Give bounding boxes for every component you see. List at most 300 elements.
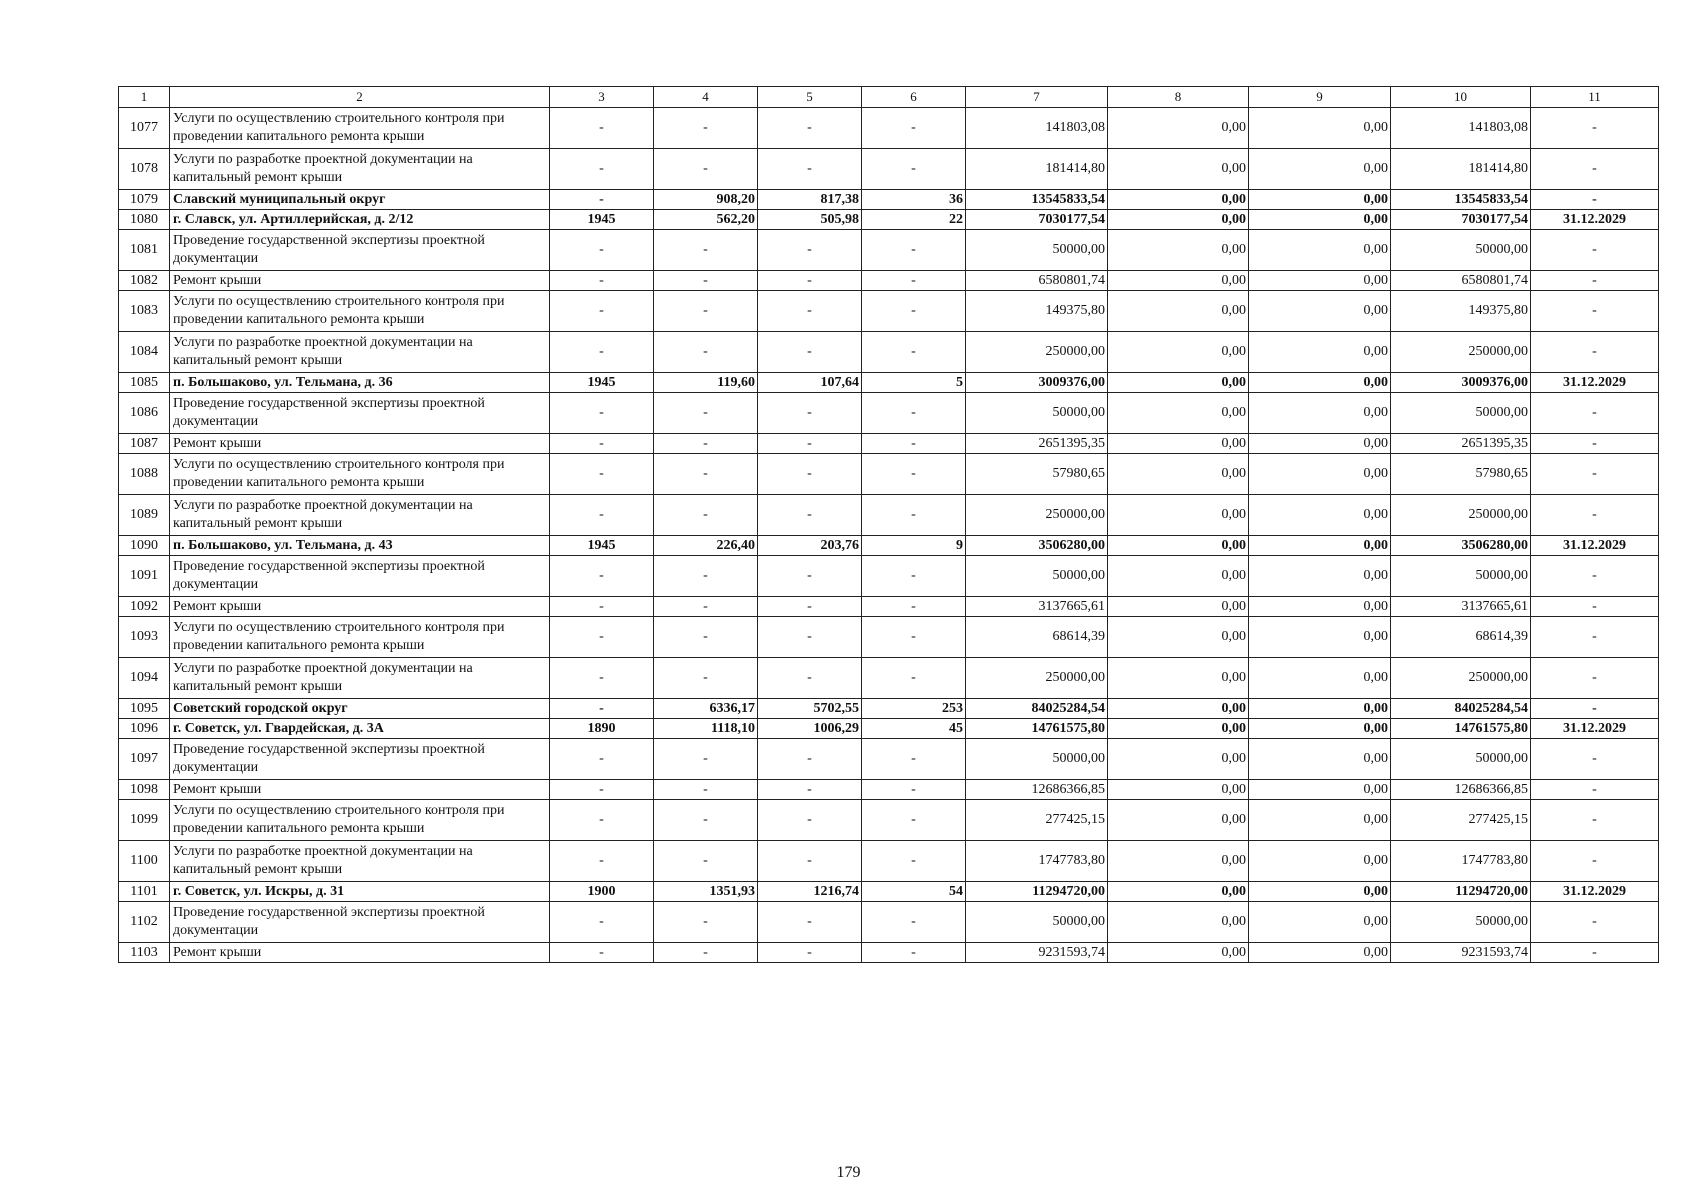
area-living-cell: - — [758, 800, 862, 841]
area-total-cell: - — [654, 434, 758, 454]
row-number-cell: 1094 — [119, 658, 170, 699]
column-header: 5 — [758, 87, 862, 108]
area-living-cell: 1216,74 — [758, 882, 862, 902]
residents-count-cell: 253 — [862, 699, 966, 719]
residents-count-cell: - — [862, 230, 966, 271]
area-total-cell: - — [654, 332, 758, 373]
row-number-cell: 1087 — [119, 434, 170, 454]
cost-budget-cell: 0,00 — [1249, 841, 1391, 882]
completion-date-cell: 31.12.2029 — [1531, 373, 1659, 393]
cost-fund-cell: 0,00 — [1108, 434, 1249, 454]
table-row — [119, 658, 1659, 699]
item-name-cell: Услуги по разработке проектной документации на капитальный ремонт крыши — [170, 841, 550, 882]
cost-fund-cell: 0,00 — [1108, 108, 1249, 149]
item-name-cell: Ремонт крыши — [170, 780, 550, 800]
cost-fund-cell: 0,00 — [1108, 454, 1249, 495]
area-total-cell: - — [654, 556, 758, 597]
year-built-cell: - — [550, 271, 654, 291]
cost-owners-cell: 50000,00 — [1391, 230, 1531, 271]
row-number-cell: 1089 — [119, 495, 170, 536]
cost-total-cell: 9231593,74 — [966, 943, 1108, 963]
item-name-cell: Услуги по разработке проектной документации на капитальный ремонт крыши — [170, 332, 550, 373]
completion-date-cell: - — [1531, 902, 1659, 943]
residents-count-cell: - — [862, 291, 966, 332]
completion-date-cell: - — [1531, 108, 1659, 149]
cost-owners-cell: 7030177,54 — [1391, 210, 1531, 230]
table-row — [119, 556, 1659, 597]
column-header: 8 — [1108, 87, 1249, 108]
table-row — [119, 800, 1659, 841]
year-built-cell: - — [550, 190, 654, 210]
year-built-cell: - — [550, 597, 654, 617]
table-row — [119, 495, 1659, 536]
column-header: 9 — [1249, 87, 1391, 108]
residents-count-cell: 45 — [862, 719, 966, 739]
area-total-cell: - — [654, 617, 758, 658]
cost-fund-cell: 0,00 — [1108, 332, 1249, 373]
cost-owners-cell: 57980,65 — [1391, 454, 1531, 495]
cost-budget-cell: 0,00 — [1249, 190, 1391, 210]
cost-fund-cell: 0,00 — [1108, 882, 1249, 902]
area-living-cell: - — [758, 454, 862, 495]
cost-owners-cell: 9231593,74 — [1391, 943, 1531, 963]
area-total-cell: - — [654, 291, 758, 332]
cost-total-cell: 50000,00 — [966, 902, 1108, 943]
area-total-cell: - — [654, 739, 758, 780]
item-name-cell: Советский городской округ — [170, 699, 550, 719]
table-row — [119, 617, 1659, 658]
area-total-cell: - — [654, 454, 758, 495]
cost-owners-cell: 84025284,54 — [1391, 699, 1531, 719]
column-header: 6 — [862, 87, 966, 108]
item-name-cell: Проведение государственной экспертизы проектной документации — [170, 230, 550, 271]
area-living-cell: 5702,55 — [758, 699, 862, 719]
completion-date-cell: - — [1531, 780, 1659, 800]
row-number-cell: 1100 — [119, 841, 170, 882]
area-total-cell: 562,20 — [654, 210, 758, 230]
area-total-cell: 1351,93 — [654, 882, 758, 902]
area-living-cell: - — [758, 556, 862, 597]
item-name-cell: Услуги по разработке проектной документации на капитальный ремонт крыши — [170, 149, 550, 190]
area-living-cell: - — [758, 841, 862, 882]
area-total-cell: - — [654, 841, 758, 882]
cost-total-cell: 149375,80 — [966, 291, 1108, 332]
cost-budget-cell: 0,00 — [1249, 902, 1391, 943]
cost-fund-cell: 0,00 — [1108, 699, 1249, 719]
cost-budget-cell: 0,00 — [1249, 434, 1391, 454]
area-total-cell: - — [654, 393, 758, 434]
row-number-cell: 1101 — [119, 882, 170, 902]
cost-total-cell: 250000,00 — [966, 658, 1108, 699]
residents-count-cell: - — [862, 739, 966, 780]
year-built-cell: - — [550, 739, 654, 780]
residents-count-cell: 54 — [862, 882, 966, 902]
residents-count-cell: - — [862, 800, 966, 841]
cost-owners-cell: 11294720,00 — [1391, 882, 1531, 902]
row-number-cell: 1103 — [119, 943, 170, 963]
cost-budget-cell: 0,00 — [1249, 780, 1391, 800]
cost-total-cell: 6580801,74 — [966, 271, 1108, 291]
completion-date-cell: - — [1531, 658, 1659, 699]
year-built-cell: 1900 — [550, 882, 654, 902]
cost-owners-cell: 68614,39 — [1391, 617, 1531, 658]
area-living-cell: - — [758, 332, 862, 373]
item-name-cell: Ремонт крыши — [170, 597, 550, 617]
year-built-cell: - — [550, 230, 654, 271]
area-living-cell: 107,64 — [758, 373, 862, 393]
year-built-cell: 1890 — [550, 719, 654, 739]
cost-total-cell: 3137665,61 — [966, 597, 1108, 617]
cost-budget-cell: 0,00 — [1249, 454, 1391, 495]
year-built-cell: - — [550, 332, 654, 373]
area-living-cell: 817,38 — [758, 190, 862, 210]
item-name-cell: Услуги по осуществлению строительного контроля при проведении капитального ремонта крыши — [170, 617, 550, 658]
cost-fund-cell: 0,00 — [1108, 658, 1249, 699]
area-living-cell: - — [758, 230, 862, 271]
table-row — [119, 943, 1659, 963]
item-name-cell: п. Большаково, ул. Тельмана, д. 43 — [170, 536, 550, 556]
completion-date-cell: - — [1531, 739, 1659, 780]
completion-date-cell: - — [1531, 332, 1659, 373]
cost-total-cell: 14761575,80 — [966, 719, 1108, 739]
residents-count-cell: - — [862, 434, 966, 454]
area-total-cell: - — [654, 230, 758, 271]
completion-date-cell: - — [1531, 230, 1659, 271]
year-built-cell: - — [550, 617, 654, 658]
row-number-cell: 1092 — [119, 597, 170, 617]
cost-fund-cell: 0,00 — [1108, 800, 1249, 841]
residents-count-cell: - — [862, 556, 966, 597]
column-header: 10 — [1391, 87, 1531, 108]
completion-date-cell: - — [1531, 556, 1659, 597]
cost-fund-cell: 0,00 — [1108, 271, 1249, 291]
row-number-cell: 1099 — [119, 800, 170, 841]
row-number-cell: 1088 — [119, 454, 170, 495]
table-row — [119, 841, 1659, 882]
cost-total-cell: 84025284,54 — [966, 699, 1108, 719]
area-living-cell: - — [758, 597, 862, 617]
completion-date-cell: - — [1531, 943, 1659, 963]
table-row — [119, 332, 1659, 373]
completion-date-cell: - — [1531, 190, 1659, 210]
item-name-cell: Ремонт крыши — [170, 271, 550, 291]
cost-fund-cell: 0,00 — [1108, 597, 1249, 617]
cost-owners-cell: 250000,00 — [1391, 332, 1531, 373]
column-header: 7 — [966, 87, 1108, 108]
cost-total-cell: 277425,15 — [966, 800, 1108, 841]
table-row — [119, 271, 1659, 291]
area-living-cell: - — [758, 739, 862, 780]
item-name-cell: Ремонт крыши — [170, 943, 550, 963]
cost-owners-cell: 3009376,00 — [1391, 373, 1531, 393]
completion-date-cell: 31.12.2029 — [1531, 536, 1659, 556]
cost-total-cell: 57980,65 — [966, 454, 1108, 495]
year-built-cell: - — [550, 434, 654, 454]
row-number-cell: 1090 — [119, 536, 170, 556]
row-number-cell: 1077 — [119, 108, 170, 149]
cost-total-cell: 12686366,85 — [966, 780, 1108, 800]
table-row — [119, 434, 1659, 454]
area-total-cell: - — [654, 108, 758, 149]
area-living-cell: - — [758, 271, 862, 291]
residents-count-cell: - — [862, 902, 966, 943]
residents-count-cell: - — [862, 454, 966, 495]
year-built-cell: - — [550, 943, 654, 963]
table-row — [119, 108, 1659, 149]
cost-budget-cell: 0,00 — [1249, 882, 1391, 902]
cost-fund-cell: 0,00 — [1108, 943, 1249, 963]
row-number-cell: 1091 — [119, 556, 170, 597]
table-row — [119, 536, 1659, 556]
row-number-cell: 1085 — [119, 373, 170, 393]
area-living-cell: - — [758, 495, 862, 536]
completion-date-cell: 31.12.2029 — [1531, 882, 1659, 902]
cost-owners-cell: 149375,80 — [1391, 291, 1531, 332]
row-number-cell: 1096 — [119, 719, 170, 739]
cost-budget-cell: 0,00 — [1249, 800, 1391, 841]
area-living-cell: 1006,29 — [758, 719, 862, 739]
item-name-cell: Проведение государственной экспертизы проектной документации — [170, 393, 550, 434]
cost-total-cell: 2651395,35 — [966, 434, 1108, 454]
row-number-cell: 1102 — [119, 902, 170, 943]
residents-count-cell: - — [862, 393, 966, 434]
item-name-cell: Услуги по разработке проектной документации на капитальный ремонт крыши — [170, 495, 550, 536]
row-number-cell: 1079 — [119, 190, 170, 210]
row-number-cell: 1083 — [119, 291, 170, 332]
cost-total-cell: 50000,00 — [966, 739, 1108, 780]
residents-count-cell: 22 — [862, 210, 966, 230]
data-table-container — [118, 86, 1658, 963]
area-living-cell: 505,98 — [758, 210, 862, 230]
residents-count-cell: 9 — [862, 536, 966, 556]
table-body — [119, 87, 1659, 963]
table-row — [119, 719, 1659, 739]
cost-owners-cell: 13545833,54 — [1391, 190, 1531, 210]
year-built-cell: - — [550, 495, 654, 536]
year-built-cell: - — [550, 149, 654, 190]
residents-count-cell: - — [862, 597, 966, 617]
cost-owners-cell: 50000,00 — [1391, 393, 1531, 434]
cost-budget-cell: 0,00 — [1249, 108, 1391, 149]
residents-count-cell: - — [862, 332, 966, 373]
table-row — [119, 902, 1659, 943]
table-row — [119, 291, 1659, 332]
cost-budget-cell: 0,00 — [1249, 332, 1391, 373]
completion-date-cell: - — [1531, 800, 1659, 841]
cost-budget-cell: 0,00 — [1249, 739, 1391, 780]
area-living-cell: - — [758, 902, 862, 943]
completion-date-cell: - — [1531, 617, 1659, 658]
column-header: 1 — [119, 87, 170, 108]
residents-count-cell: - — [862, 658, 966, 699]
area-living-cell: - — [758, 617, 862, 658]
cost-fund-cell: 0,00 — [1108, 617, 1249, 658]
cost-budget-cell: 0,00 — [1249, 943, 1391, 963]
cost-fund-cell: 0,00 — [1108, 190, 1249, 210]
year-built-cell: - — [550, 556, 654, 597]
residents-count-cell: 36 — [862, 190, 966, 210]
cost-budget-cell: 0,00 — [1249, 495, 1391, 536]
table-row — [119, 210, 1659, 230]
row-number-cell: 1082 — [119, 271, 170, 291]
table-row — [119, 597, 1659, 617]
cost-total-cell: 50000,00 — [966, 556, 1108, 597]
column-header: 2 — [170, 87, 550, 108]
cost-owners-cell: 50000,00 — [1391, 739, 1531, 780]
cost-owners-cell: 12686366,85 — [1391, 780, 1531, 800]
residents-count-cell: - — [862, 841, 966, 882]
area-living-cell: - — [758, 658, 862, 699]
area-living-cell: - — [758, 434, 862, 454]
item-name-cell: Услуги по осуществлению строительного контроля при проведении капитального ремонта крыши — [170, 108, 550, 149]
year-built-cell: 1945 — [550, 210, 654, 230]
cost-fund-cell: 0,00 — [1108, 780, 1249, 800]
table-row — [119, 373, 1659, 393]
completion-date-cell: - — [1531, 495, 1659, 536]
row-number-cell: 1093 — [119, 617, 170, 658]
item-name-cell: п. Большаково, ул. Тельмана, д. 36 — [170, 373, 550, 393]
data-table — [118, 86, 1659, 963]
item-name-cell: Ремонт крыши — [170, 434, 550, 454]
year-built-cell: - — [550, 108, 654, 149]
residents-count-cell: 5 — [862, 373, 966, 393]
residents-count-cell: - — [862, 943, 966, 963]
area-living-cell: 203,76 — [758, 536, 862, 556]
column-header: 3 — [550, 87, 654, 108]
item-name-cell: г. Советск, ул. Искры, д. 31 — [170, 882, 550, 902]
year-built-cell: 1945 — [550, 373, 654, 393]
area-total-cell: - — [654, 495, 758, 536]
cost-owners-cell: 3137665,61 — [1391, 597, 1531, 617]
cost-total-cell: 250000,00 — [966, 495, 1108, 536]
row-number-cell: 1098 — [119, 780, 170, 800]
completion-date-cell: 31.12.2029 — [1531, 719, 1659, 739]
cost-owners-cell: 50000,00 — [1391, 902, 1531, 943]
area-total-cell: 119,60 — [654, 373, 758, 393]
completion-date-cell: - — [1531, 454, 1659, 495]
cost-total-cell: 50000,00 — [966, 230, 1108, 271]
row-number-cell: 1084 — [119, 332, 170, 373]
cost-owners-cell: 277425,15 — [1391, 800, 1531, 841]
cost-budget-cell: 0,00 — [1249, 658, 1391, 699]
area-total-cell: 6336,17 — [654, 699, 758, 719]
year-built-cell: - — [550, 658, 654, 699]
cost-owners-cell: 2651395,35 — [1391, 434, 1531, 454]
residents-count-cell: - — [862, 149, 966, 190]
cost-fund-cell: 0,00 — [1108, 149, 1249, 190]
row-number-cell: 1081 — [119, 230, 170, 271]
area-living-cell: - — [758, 393, 862, 434]
cost-budget-cell: 0,00 — [1249, 617, 1391, 658]
completion-date-cell: - — [1531, 291, 1659, 332]
cost-owners-cell: 3506280,00 — [1391, 536, 1531, 556]
cost-fund-cell: 0,00 — [1108, 556, 1249, 597]
cost-owners-cell: 6580801,74 — [1391, 271, 1531, 291]
cost-total-cell: 141803,08 — [966, 108, 1108, 149]
area-living-cell: - — [758, 943, 862, 963]
cost-fund-cell: 0,00 — [1108, 393, 1249, 434]
column-number-header-row — [119, 87, 1659, 108]
cost-fund-cell: 0,00 — [1108, 536, 1249, 556]
area-total-cell: 1118,10 — [654, 719, 758, 739]
item-name-cell: Услуги по осуществлению строительного контроля при проведении капитального ремонта крыши — [170, 291, 550, 332]
cost-budget-cell: 0,00 — [1249, 271, 1391, 291]
table-row — [119, 780, 1659, 800]
area-living-cell: - — [758, 291, 862, 332]
row-number-cell: 1080 — [119, 210, 170, 230]
cost-fund-cell: 0,00 — [1108, 291, 1249, 332]
cost-budget-cell: 0,00 — [1249, 230, 1391, 271]
item-name-cell: Услуги по осуществлению строительного контроля при проведении капитального ремонта крыши — [170, 800, 550, 841]
cost-total-cell: 3009376,00 — [966, 373, 1108, 393]
year-built-cell: - — [550, 902, 654, 943]
cost-budget-cell: 0,00 — [1249, 536, 1391, 556]
item-name-cell: Славский муниципальный округ — [170, 190, 550, 210]
area-living-cell: - — [758, 108, 862, 149]
residents-count-cell: - — [862, 495, 966, 536]
cost-fund-cell: 0,00 — [1108, 373, 1249, 393]
table-row — [119, 882, 1659, 902]
year-built-cell: - — [550, 780, 654, 800]
area-total-cell: - — [654, 902, 758, 943]
cost-total-cell: 50000,00 — [966, 393, 1108, 434]
year-built-cell: - — [550, 800, 654, 841]
area-total-cell: - — [654, 149, 758, 190]
cost-budget-cell: 0,00 — [1249, 699, 1391, 719]
cost-owners-cell: 1747783,80 — [1391, 841, 1531, 882]
completion-date-cell: - — [1531, 393, 1659, 434]
area-total-cell: - — [654, 943, 758, 963]
cost-total-cell: 181414,80 — [966, 149, 1108, 190]
item-name-cell: Проведение государственной экспертизы проектной документации — [170, 902, 550, 943]
table-row — [119, 149, 1659, 190]
cost-budget-cell: 0,00 — [1249, 149, 1391, 190]
cost-owners-cell: 181414,80 — [1391, 149, 1531, 190]
item-name-cell: г. Советск, ул. Гвардейская, д. 3А — [170, 719, 550, 739]
table-row — [119, 393, 1659, 434]
item-name-cell: г. Славск, ул. Артиллерийская, д. 2/12 — [170, 210, 550, 230]
completion-date-cell: 31.12.2029 — [1531, 210, 1659, 230]
residents-count-cell: - — [862, 271, 966, 291]
row-number-cell: 1086 — [119, 393, 170, 434]
cost-budget-cell: 0,00 — [1249, 556, 1391, 597]
area-total-cell: 226,40 — [654, 536, 758, 556]
item-name-cell: Проведение государственной экспертизы проектной документации — [170, 556, 550, 597]
cost-owners-cell: 50000,00 — [1391, 556, 1531, 597]
table-row — [119, 230, 1659, 271]
page-number: 179 — [836, 1164, 861, 1181]
cost-fund-cell: 0,00 — [1108, 902, 1249, 943]
cost-budget-cell: 0,00 — [1249, 597, 1391, 617]
area-total-cell: - — [654, 780, 758, 800]
completion-date-cell: - — [1531, 271, 1659, 291]
row-number-cell: 1095 — [119, 699, 170, 719]
cost-fund-cell: 0,00 — [1108, 719, 1249, 739]
residents-count-cell: - — [862, 780, 966, 800]
cost-total-cell: 13545833,54 — [966, 190, 1108, 210]
residents-count-cell: - — [862, 108, 966, 149]
area-total-cell: - — [654, 597, 758, 617]
row-number-cell: 1097 — [119, 739, 170, 780]
item-name-cell: Услуги по разработке проектной документации на капитальный ремонт крыши — [170, 658, 550, 699]
cost-budget-cell: 0,00 — [1249, 373, 1391, 393]
completion-date-cell: - — [1531, 149, 1659, 190]
completion-date-cell: - — [1531, 699, 1659, 719]
residents-count-cell: - — [862, 617, 966, 658]
cost-budget-cell: 0,00 — [1249, 291, 1391, 332]
cost-fund-cell: 0,00 — [1108, 230, 1249, 271]
cost-owners-cell: 14761575,80 — [1391, 719, 1531, 739]
